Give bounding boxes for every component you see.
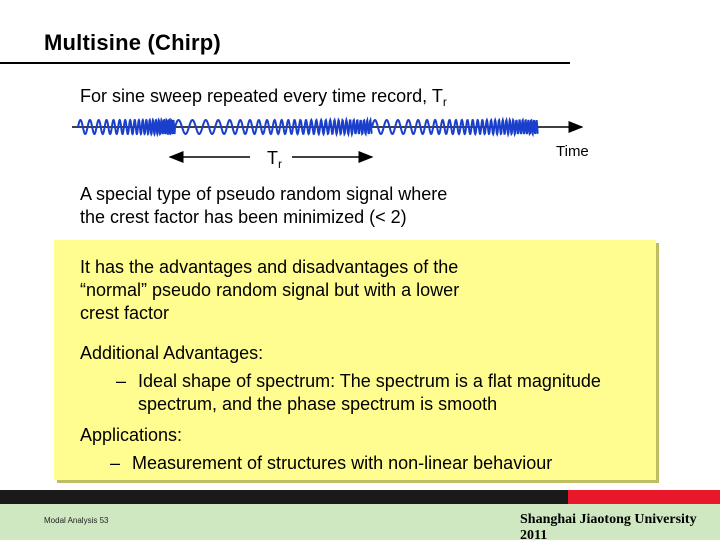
special-line-2: the crest factor has been minimized (< 2) xyxy=(80,207,407,227)
box-paragraph-advantages: It has the advantages and disadvantages of the “normal” pseudo random signal but with a lower crest factor xyxy=(80,257,460,323)
box-bullet-nonlinear xyxy=(110,452,552,475)
chirp-signal-diagram xyxy=(0,110,720,170)
box-heading-additional-advantages: Additional Advantages: xyxy=(80,343,264,363)
intro-text xyxy=(80,86,447,109)
period-main: T xyxy=(267,148,278,168)
bullet-dash: – xyxy=(116,371,127,391)
footer-bar-red xyxy=(568,490,720,504)
footer-slide-number: Modal Analysis 53 xyxy=(44,516,109,525)
period-subscript: r xyxy=(278,157,282,171)
chirp-waveform xyxy=(78,120,538,134)
footer-university: Shanghai Jiaotong University 2011 xyxy=(520,512,697,543)
bullet-text: Ideal shape of spectrum: The spectrum is a flat magnitude spectrum, and the phase spectrum is smooth xyxy=(138,371,601,414)
slide-title: Multisine (Chirp) xyxy=(44,30,221,55)
period-label xyxy=(267,148,282,171)
special-description xyxy=(80,183,520,229)
bullet-dash: – xyxy=(110,453,121,473)
intro-main: For sine sweep repeated every time record, T xyxy=(80,86,443,106)
intro-subscript: r xyxy=(442,95,447,109)
title-underline xyxy=(0,62,570,64)
box-heading-applications: Applications: xyxy=(80,425,183,445)
time-axis-label: Time xyxy=(556,143,589,160)
footer-bar-dark xyxy=(0,490,568,504)
bullet-text: Measurement of structures with non-linear behaviour xyxy=(132,453,553,473)
box-bullet-spectrum xyxy=(116,370,656,416)
special-line-1: A special type of pseudo random signal where xyxy=(80,184,448,204)
